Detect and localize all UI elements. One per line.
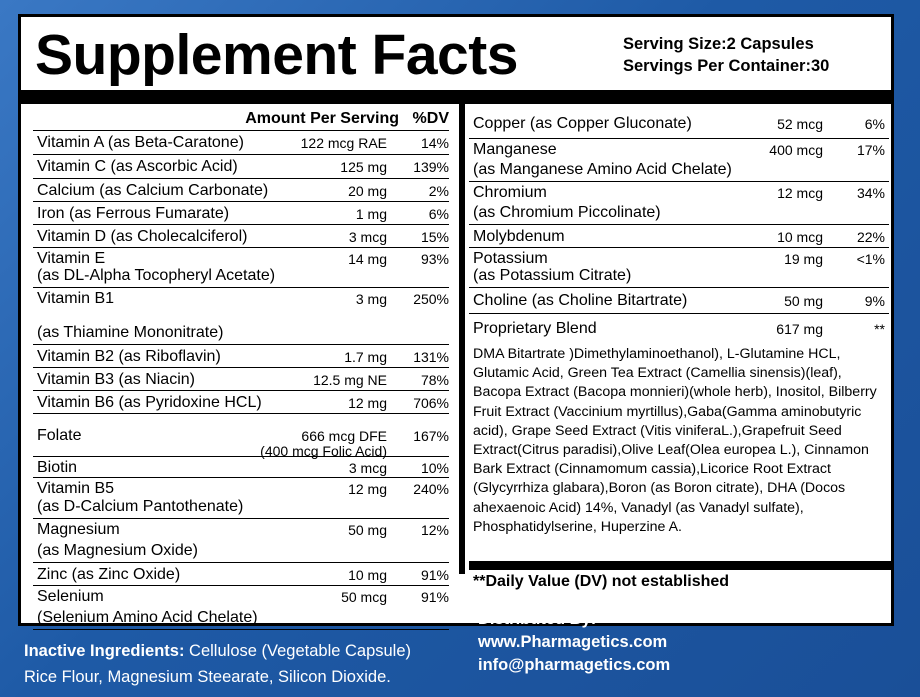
- nutrient-amount: 14 mg: [348, 251, 387, 267]
- column-divider: [459, 104, 465, 574]
- left-nutrient-row: [33, 179, 449, 202]
- serving-size-value: 2 Capsules: [726, 35, 814, 53]
- nutrient-name: Vitamin B3 (as Niacin): [37, 370, 195, 388]
- nutrient-dv: 10%: [420, 459, 449, 476]
- left-nutrient-row: [33, 391, 449, 414]
- nutrient-amount: 3 mcg: [348, 459, 387, 476]
- nutrient-amount: 50 mcg: [341, 589, 387, 605]
- nutrient-name: Molybdenum: [473, 227, 565, 245]
- left-nutrient-row: [33, 155, 449, 179]
- nutrient-name: Vitamin B1: [37, 290, 115, 307]
- daily-value-note: **Daily Value (DV) not established: [473, 573, 730, 590]
- nutrient-dv: 250%: [413, 291, 449, 307]
- nutrient-dv: 78%: [420, 371, 449, 388]
- left-nutrient-row: [33, 345, 449, 368]
- nutrient-dv: 34%: [856, 185, 885, 201]
- inactive-line-2: Rice Flour, Magnesium Steearate, Silicon Dioxide.: [24, 668, 391, 686]
- left-nutrient-row: [33, 457, 449, 478]
- right-nutrient-row: [469, 314, 889, 344]
- nutrient-name: Vitamin A (as Beta-Caratone): [37, 134, 244, 151]
- nutrient-dv: 22%: [856, 228, 885, 245]
- nutrient-dv: 93%: [420, 251, 449, 267]
- nutrient-dv: 15%: [420, 228, 449, 245]
- right-nutrient-row: [469, 182, 889, 225]
- left-nutrient-row: [33, 225, 449, 248]
- nutrient-amount: 1 mg: [355, 205, 387, 222]
- left-nutrient-row: [33, 478, 449, 519]
- email-link[interactable]: info@pharmagetics.com: [478, 656, 671, 674]
- left-nutrient-row: [33, 586, 449, 630]
- nutrient-dv: 14%: [420, 135, 449, 151]
- right-nutrient-row: [469, 248, 889, 288]
- nutrient-amount: 12 mg: [348, 394, 387, 411]
- proprietary-blend-ingredients: DMA Bitartrate )Dimethylaminoethanol), L-Glutamine HCL, Glutamic Acid, Green Tea Extract (Camellia sinensis)(leaf), Bacopa Extract (Bacopa monnieri)(whole herb), Inositol, Bilberry Fruit Extract (Vaccinium myrtillus),Gaba(Gamma aminobutyric acid), Grape Seed Extract (Vitis viniferaL.),Grapefruit Seed Extract(Citrus paradisi),Olive Leaf(Olea europea L.), Cinnamon Bark Extract (Cinnamomum cassia),Licorice Root Extract (Glycyrrhiza glabara),Boron (as Boron citrate), DHA (Docos ahexaenoic Acid) 14%, Vanadyl (as Vanadyl sulfate), Phosphatidylserine, Huperzine A.: [473, 346, 877, 535]
- left-nutrient-row: [33, 563, 449, 586]
- nutrient-name: Manganese: [473, 141, 557, 158]
- nutrient-dv: 167%: [413, 427, 449, 444]
- nutrient-name: Vitamin E: [37, 250, 106, 267]
- nutrient-amount: 125 mg: [340, 159, 387, 175]
- nutrient-name: Zinc (as Zinc Oxide): [37, 565, 181, 583]
- nutrient-source: (as Manganese Amino Acid Chelate): [473, 161, 732, 178]
- nutrient-amount-detail: (400 mcg Folic Acid): [260, 442, 387, 459]
- nutrient-source: (as Chromium Piccolinate): [473, 204, 661, 221]
- nutrient-name: Magnesium: [37, 521, 120, 538]
- serving-size-label: Serving Size:: [623, 35, 727, 53]
- nutrient-dv: 12%: [420, 522, 449, 538]
- nutrient-name: Biotin: [37, 459, 78, 476]
- nutrient-amount: 19 mg: [784, 251, 823, 267]
- nutrient-dv: 240%: [413, 481, 449, 497]
- footer-divider: [469, 561, 894, 570]
- nutrient-dv: 706%: [413, 394, 449, 411]
- nutrient-amount: 122 mcg RAE: [300, 135, 387, 151]
- nutrient-amount: 3 mg: [355, 291, 387, 307]
- left-nutrient-row: [33, 519, 449, 563]
- nutrient-dv: 91%: [420, 589, 449, 605]
- nutrient-name: Copper (as Copper Gluconate): [473, 115, 692, 132]
- nutrient-name: Vitamin B2 (as Riboflavin): [37, 347, 221, 365]
- nutrient-name: Selenium: [37, 588, 104, 605]
- website-link[interactable]: www.Pharmagetics.com: [478, 633, 668, 651]
- nutrient-amount: 50 mg: [348, 522, 387, 538]
- nutrient-name: Potassium: [473, 250, 548, 267]
- page-title: Supplement Facts: [35, 23, 518, 87]
- inactive-line-1: Cellulose (Vegetable Capsule): [184, 642, 412, 660]
- nutrient-amount: 1.7 mg: [344, 348, 387, 365]
- nutrient-name: Proprietary Blend: [473, 320, 597, 337]
- nutrient-name: Vitamin C (as Ascorbic Acid): [37, 158, 238, 175]
- nutrient-amount: 617 mg: [776, 321, 823, 337]
- nutrient-name: Vitamin B6 (as Pyridoxine HCL): [37, 393, 262, 411]
- nutrient-source: (as Thiamine Mononitrate): [37, 324, 224, 341]
- servings-per-container-value: 30: [810, 57, 830, 75]
- supplement-facts-panel: [18, 14, 894, 626]
- nutrient-dv: 17%: [856, 142, 885, 158]
- header-divider: [21, 90, 894, 104]
- nutrient-amount: 666 mcg DFE: [301, 427, 387, 444]
- left-nutrient-row: [33, 288, 449, 345]
- left-nutrient-row: [33, 248, 449, 288]
- distributed-by-label: Distributed By:: [478, 610, 597, 628]
- inactive-ingredients: [24, 638, 411, 690]
- nutrient-dv: 2%: [428, 182, 449, 199]
- nutrient-dv: **: [874, 321, 885, 337]
- nutrient-source: (as D-Calcium Pantothenate): [37, 498, 244, 515]
- inactive-label: Inactive Ingredients:: [24, 642, 185, 660]
- nutrient-dv: 9%: [864, 293, 885, 309]
- nutrient-name: Folate: [37, 426, 82, 444]
- nutrient-amount: 3 mcg: [348, 228, 387, 245]
- left-nutrient-row: [33, 202, 449, 225]
- nutrient-dv: 139%: [413, 159, 449, 175]
- nutrient-source: (as DL-Alpha Tocopheryl Acetate): [37, 267, 276, 284]
- nutrient-amount: 10 mcg: [777, 228, 823, 245]
- right-nutrient-row: [469, 139, 889, 182]
- right-nutrient-column: [469, 109, 889, 344]
- right-nutrient-row: [469, 225, 889, 248]
- nutrient-name: Choline (as Choline Bitartrate): [473, 292, 688, 309]
- nutrient-amount: 50 mg: [784, 293, 823, 309]
- nutrient-amount: 12 mcg: [777, 185, 823, 201]
- nutrient-dv: 6%: [428, 205, 449, 222]
- left-nutrient-row: [33, 368, 449, 391]
- nutrient-name: Calcium (as Calcium Carbonate): [37, 181, 269, 199]
- nutrient-amount: 12.5 mg NE: [313, 371, 387, 388]
- left-nutrient-row: [33, 414, 449, 457]
- nutrient-name: Vitamin B5: [37, 480, 115, 497]
- nutrient-amount: 52 mcg: [777, 116, 823, 132]
- nutrient-dv: <1%: [856, 251, 885, 267]
- distributor-info: [478, 608, 670, 677]
- nutrient-amount: 20 mg: [348, 182, 387, 199]
- nutrient-source: (as Potassium Citrate): [473, 267, 632, 284]
- left-nutrient-row: [33, 131, 449, 155]
- right-nutrient-row: [469, 109, 889, 139]
- left-nutrient-column: [33, 109, 449, 630]
- nutrient-amount: 400 mcg: [769, 142, 823, 158]
- nutrient-dv: 131%: [413, 348, 449, 365]
- nutrient-source: (as Magnesium Oxide): [37, 542, 198, 559]
- nutrient-amount: 12 mg: [348, 481, 387, 497]
- nutrient-dv: 91%: [420, 566, 449, 583]
- dv-header: %DV: [412, 110, 449, 127]
- nutrient-name: Chromium: [473, 184, 547, 201]
- nutrient-dv: 6%: [864, 116, 885, 132]
- nutrient-amount: 10 mg: [348, 566, 387, 583]
- servings-per-container-label: Servings Per Container:: [623, 57, 811, 75]
- nutrient-source: (Selenium Amino Acid Chelate): [37, 609, 258, 626]
- nutrient-name: Vitamin D (as Cholecalciferol): [37, 227, 248, 245]
- right-nutrient-row: [469, 288, 889, 314]
- amount-header: Amount Per Serving: [245, 110, 399, 127]
- column-header: [33, 109, 449, 131]
- nutrient-name: Iron (as Ferrous Fumarate): [37, 204, 230, 222]
- serving-info: [623, 33, 829, 77]
